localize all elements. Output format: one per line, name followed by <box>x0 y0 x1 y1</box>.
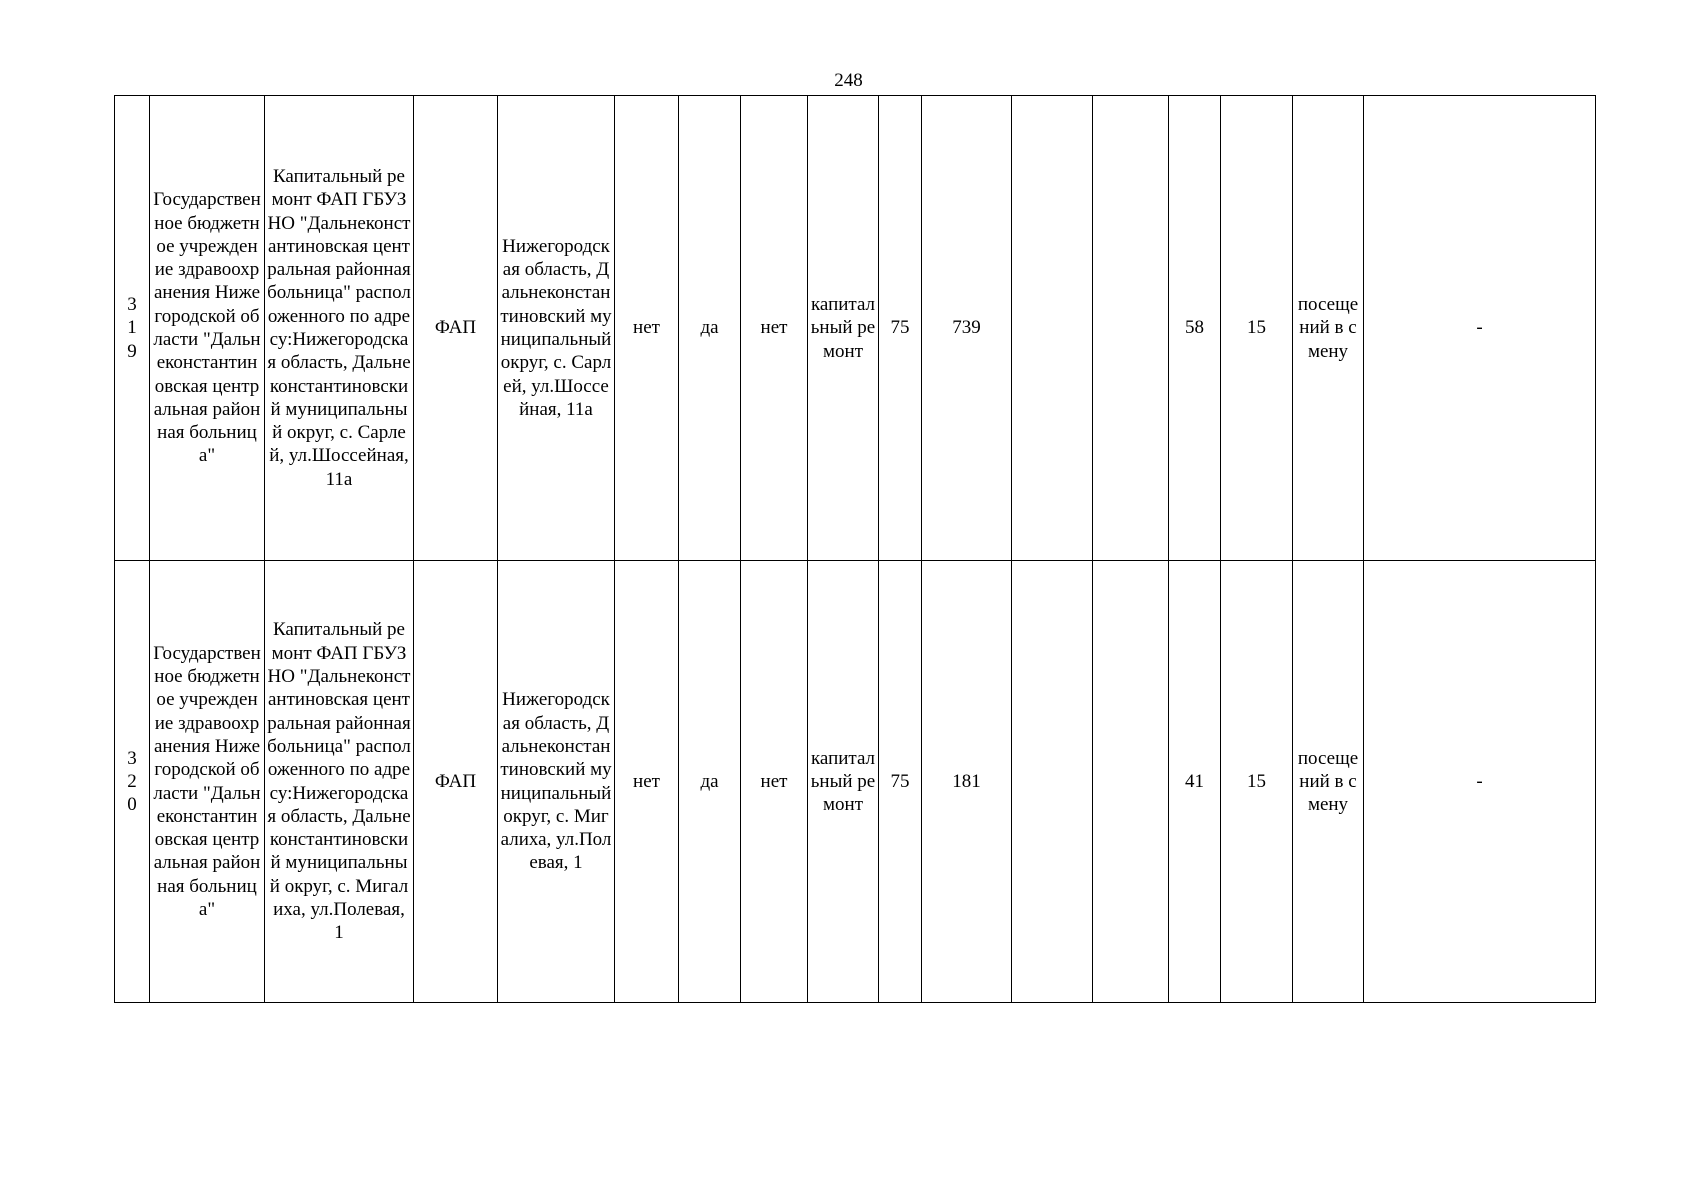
value-cell: 58 <box>1169 96 1221 561</box>
facility-type-cell: ФАП <box>414 561 498 1003</box>
organization-cell: Государственное бюджетное учреждение здравоохранения Нижегородской области "Дальнеконстантиновская центральная районная больница" <box>150 96 265 561</box>
flag-cell: нет <box>741 561 808 1003</box>
row-number-cell <box>115 96 150 561</box>
empty-cell <box>1012 561 1093 1003</box>
flag-cell: да <box>679 561 741 1003</box>
row-number-digit: 0 <box>127 794 137 816</box>
page-number: 248 <box>834 70 863 91</box>
value-cell: 75 <box>879 96 922 561</box>
work-type-cell: капитальный ремонт <box>808 96 879 561</box>
row-number-digit: 3 <box>127 294 137 316</box>
row-number-cell <box>115 561 150 1003</box>
value-cell: 15 <box>1221 96 1293 561</box>
row-number-digit: 2 <box>127 770 137 792</box>
facility-type-cell: ФАП <box>414 96 498 561</box>
description-cell: Капитальный ремонт ФАП ГБУЗ НО "Дальнеконстантиновская центральная районная больница" расположенного по адресу:Нижегородская область, Дальнеконстантиновский муниципальный округ, с. Сарлей, ул.Шоссейная, 11а <box>265 96 414 561</box>
organization-cell: Государственное бюджетное учреждение здравоохранения Нижегородской области "Дальнеконстантиновская центральная районная больница" <box>150 561 265 1003</box>
value-cell: 181 <box>922 561 1012 1003</box>
note-cell: - <box>1364 561 1596 1003</box>
address-cell: Нижегородская область, Дальнеконстантиновский муниципальный округ, с. Сарлей, ул.Шоссейная, 11а <box>498 96 615 561</box>
flag-cell: нет <box>615 561 679 1003</box>
description-cell: Капитальный ремонт ФАП ГБУЗ НО "Дальнеконстантиновская центральная районная больница" расположенного по адресу:Нижегородская область, Дальнеконстантиновский муниципальный округ, с. Мигалиха, ул.Полевая, 1 <box>265 561 414 1003</box>
unit-cell: посещений в смену <box>1293 561 1364 1003</box>
flag-cell: нет <box>741 96 808 561</box>
row-number-digit: 9 <box>127 340 137 362</box>
value-cell: 75 <box>879 561 922 1003</box>
note-cell: - <box>1364 96 1596 561</box>
table-row <box>115 96 1596 561</box>
row-number-digit: 3 <box>127 747 137 769</box>
flag-cell: нет <box>615 96 679 561</box>
row-number-digit: 1 <box>127 317 137 339</box>
value-cell: 41 <box>1169 561 1221 1003</box>
value-cell: 739 <box>922 96 1012 561</box>
work-type-cell: капитальный ремонт <box>808 561 879 1003</box>
table-row <box>115 561 1596 1003</box>
address-cell: Нижегородская область, Дальнеконстантиновский муниципальный округ, с. Мигалиха, ул.Полевая, 1 <box>498 561 615 1003</box>
value-cell: 15 <box>1221 561 1293 1003</box>
unit-cell: посещений в смену <box>1293 96 1364 561</box>
empty-cell <box>1012 96 1093 561</box>
facilities-table <box>114 95 1596 1003</box>
empty-cell <box>1093 561 1169 1003</box>
flag-cell: да <box>679 96 741 561</box>
empty-cell <box>1093 96 1169 561</box>
